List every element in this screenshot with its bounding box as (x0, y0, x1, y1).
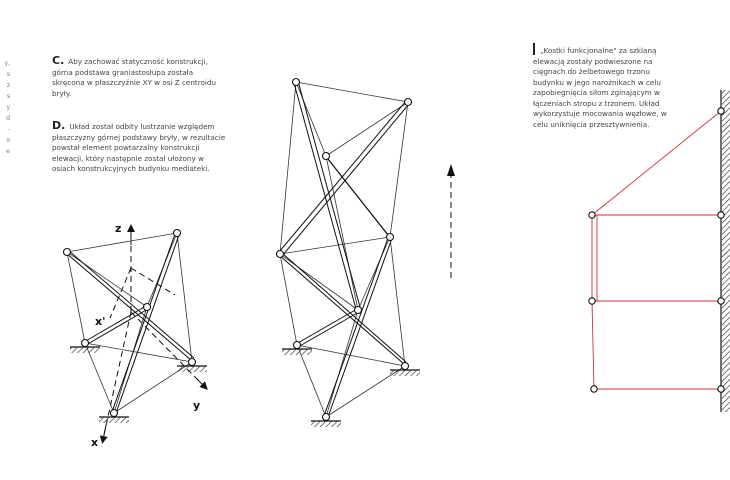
z-axis-label: z (115, 222, 122, 235)
ground-supports (70, 347, 207, 423)
fragment: s (6, 93, 10, 100)
note-d-text: Układ został odbity lustrzanie względem płaszczyzny górnej podstawy bryły, w rezultacie powstał element powtarzalny konstrukcji elewacji, który następnie został ułożony w osiach konstrukcyjnych budynku mediateki. (52, 122, 226, 173)
fragment: s (6, 71, 10, 78)
y-axis-arrow (196, 378, 205, 387)
fragment: e (6, 148, 10, 155)
x-axis-arrow (103, 425, 106, 440)
note-d-letter: D. (52, 119, 66, 132)
note-functional-cubes-text: „Kostki funkcjonalne" za szklaną elewacją zostały podwieszone na cięgnach do żelbetowego trzonu budynku w jego narożnikach w celu zapobiegnięcia siłom zginającym w łączeniach stropu z trzonem. Układ wykorzystuje mocowania węzłowe, w celu uniknięcia przesztywnienia. (533, 46, 667, 129)
fragment: o (6, 137, 10, 144)
red-suspension-lines (592, 111, 721, 389)
y-axis-label: y (193, 399, 201, 412)
note-c-letter: C. (52, 54, 65, 67)
fragment: - (7, 126, 10, 133)
fragment: y, (4, 60, 10, 67)
x-axis-label: x (91, 436, 99, 449)
struts (66, 234, 194, 413)
vertical-direction-arrow (447, 164, 455, 278)
tensegrity-module-axes-diagram (64, 222, 208, 449)
x-prime-axis-label: x' (95, 315, 106, 328)
y-prime-axis (131, 268, 175, 295)
cables (67, 233, 192, 413)
struts (279, 81, 409, 417)
fragment: y (6, 104, 10, 111)
suspended-cubes-section (589, 90, 730, 412)
mirrored-tensegrity-element (277, 79, 421, 428)
concrete-core-hatch (722, 90, 730, 412)
nodes (64, 230, 196, 417)
fragment: d (6, 115, 10, 122)
note-c-text: Aby zachować statyczność konstrukcji, górna podstawa graniastosłupa została skręcona w płaszczyźnie XY w osi Z centroidu bryły. (52, 57, 217, 98)
fragment: z (6, 82, 10, 89)
nodes (589, 108, 724, 392)
ground-supports (282, 349, 420, 427)
